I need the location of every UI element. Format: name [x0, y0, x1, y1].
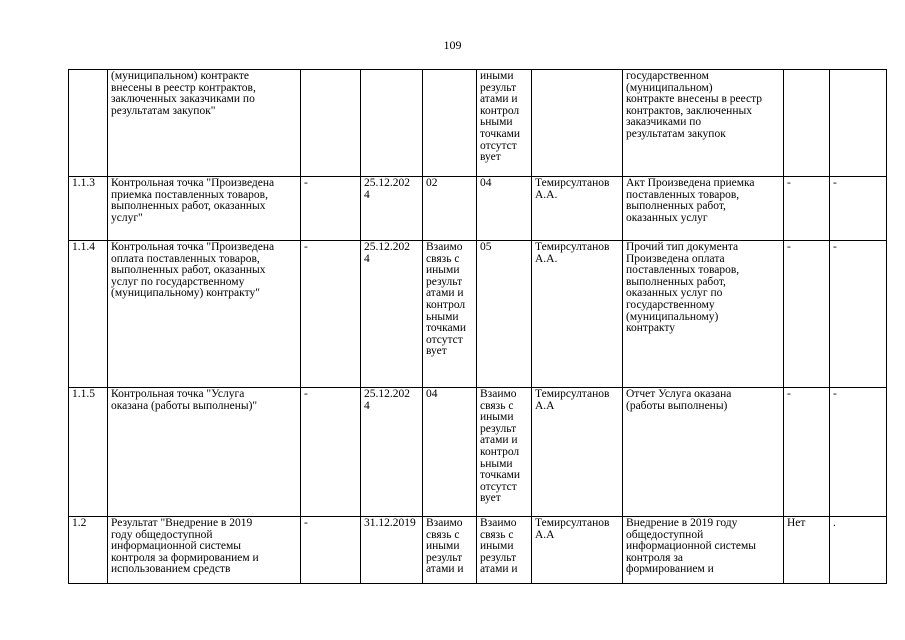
cell-type: 02 [423, 177, 477, 241]
cell-type [423, 70, 477, 177]
cell-type: Взаимо связь с иными результ атами и [423, 517, 477, 584]
cell-number: 1.1.5 [69, 388, 108, 517]
cell-document: Прочий тип документа Произведена оплата поставленных товаров, выполненных работ, оказанных услуг по государственному (муниципальному) контракту [623, 241, 784, 388]
cell-extra [830, 70, 887, 177]
cell-system: Нет [784, 517, 830, 584]
cell-link: 05 [477, 241, 532, 388]
table-row [69, 517, 887, 584]
cell-extra: - [830, 388, 887, 517]
cell-link: иными результ атами и контрол ьными точками отсутст вует [477, 70, 532, 177]
cell-document: Акт Произведена приемка поставленных товаров, выполненных работ, оказанных услуг [623, 177, 784, 241]
cell-system: - [784, 388, 830, 517]
cell-responsible [532, 70, 623, 177]
cell-name: Результат "Внедрение в 2019 году общедоступной информационной системы контроля за формированием и использованием средств [108, 517, 301, 584]
page-number: 109 [443, 38, 462, 52]
cell-extra: . [830, 517, 887, 584]
table-row [69, 177, 887, 241]
cell-responsible: Темирсултанов А.А. [532, 241, 623, 388]
cell-link: Взаимо связь с иными результ атами и [477, 517, 532, 584]
cell-previous [301, 70, 361, 177]
cell-extra: - [830, 177, 887, 241]
cell-date: 25.12.202 4 [361, 177, 423, 241]
cell-system [784, 70, 830, 177]
control-points-table [68, 69, 887, 584]
cell-date: 25.12.202 4 [361, 241, 423, 388]
table-row [69, 388, 887, 517]
cell-number: 1.2 [69, 517, 108, 584]
cell-number: 1.1.3 [69, 177, 108, 241]
cell-responsible: Темирсултанов А.А [532, 388, 623, 517]
cell-responsible: Темирсултанов А.А [532, 517, 623, 584]
cell-link: Взаимо связь с иными результ атами и контрол ьными точками отсутст вует [477, 388, 532, 517]
cell-previous: - [301, 517, 361, 584]
cell-document: Внедрение в 2019 году общедоступной информационной системы контроля за формированием и [623, 517, 784, 584]
cell-previous: - [301, 388, 361, 517]
cell-previous: - [301, 241, 361, 388]
cell-extra: - [830, 241, 887, 388]
cell-date: 31.12.2019 [361, 517, 423, 584]
cell-number [69, 70, 108, 177]
cell-system: - [784, 177, 830, 241]
cell-name: Контрольная точка "Произведена оплата поставленных товаров, выполненных работ, оказанных услуг по государственному (муниципальному) контракту" [108, 241, 301, 388]
cell-date: 25.12.202 4 [361, 388, 423, 517]
table-row [69, 70, 887, 177]
cell-name: Контрольная точка "Произведена приемка поставленных товаров, выполненных работ, оказанных услуг" [108, 177, 301, 241]
cell-system: - [784, 241, 830, 388]
cell-responsible: Темирсултанов А.А. [532, 177, 623, 241]
cell-number: 1.1.4 [69, 241, 108, 388]
cell-link: 04 [477, 177, 532, 241]
table-row [69, 241, 887, 388]
cell-date [361, 70, 423, 177]
cell-type: 04 [423, 388, 477, 517]
cell-type: Взаимо связь с иными результ атами и контрол ьными точками отсутст вует [423, 241, 477, 388]
cell-previous: - [301, 177, 361, 241]
cell-name: Контрольная точка "Услуга оказана (работы выполнены)" [108, 388, 301, 517]
cell-name: (муниципальном) контракте внесены в реестр контрактов, заключенных заказчиками по результатам закупок" [108, 70, 301, 177]
cell-document: государственном (муниципальном) контракте внесены в реестр контрактов, заключенных заказчиками по результатам закупок [623, 70, 784, 177]
cell-document: Отчет Услуга оказана (работы выполнены) [623, 388, 784, 517]
